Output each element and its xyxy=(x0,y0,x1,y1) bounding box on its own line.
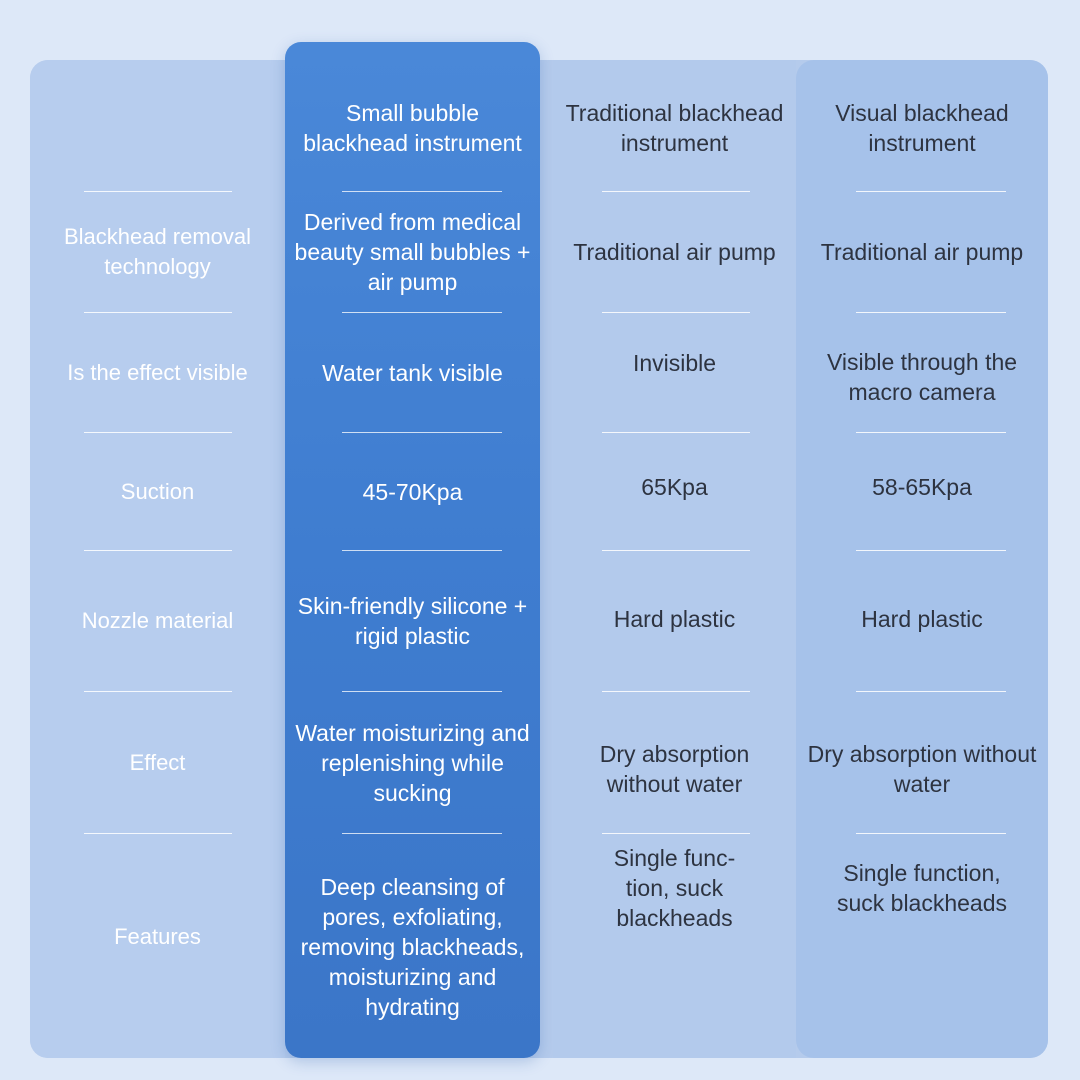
column-traditional-instrument xyxy=(553,60,796,1058)
row-label-nozzle-material: Nozzle material xyxy=(81,608,234,633)
row-label-effect-visible: Is the effect visible xyxy=(67,359,248,385)
row-label-suction: Suction xyxy=(120,478,195,504)
cell-visual-effect: Dry absorption without water xyxy=(807,740,1037,797)
row-divider xyxy=(856,312,1006,313)
cell-visual-visible: Visible through the macro camera xyxy=(826,348,1018,405)
row-label-effect: Effect xyxy=(129,749,186,775)
column-header-small-bubble: Small bubble blackhead instrument xyxy=(303,100,522,156)
row-divider xyxy=(856,833,1006,834)
cell-small-bubble-suction: 45-70Kpa xyxy=(362,478,463,505)
row-divider xyxy=(856,691,1006,692)
cell-traditional-features: Single func- tion, suck blackheads xyxy=(613,845,736,931)
row-divider xyxy=(602,691,750,692)
row-label-technology: Blackhead removal technology xyxy=(63,224,252,279)
row-divider xyxy=(342,833,502,834)
cell-small-bubble-technology: Derived from medical beauty small bubbles + air pump xyxy=(294,209,531,295)
cell-traditional-technology: Traditional air pump xyxy=(573,239,776,265)
cell-small-bubble-effect: Water moisturizing and replenishing while sucking xyxy=(295,719,530,806)
cell-traditional-effect: Dry absorption without water xyxy=(599,740,750,797)
row-divider xyxy=(602,833,750,834)
cell-small-bubble-features: Deep cleansing of pores, exfoliating, removing blackheads, moisturizing and hydrating xyxy=(300,874,525,1020)
cell-small-bubble-nozzle: Skin-friendly silicone + rigid plastic xyxy=(297,593,528,649)
column-header-traditional: Traditional blackhead instrument xyxy=(565,100,784,156)
cell-traditional-nozzle: Hard plastic xyxy=(613,606,736,632)
column-header-visual: Visual blackhead instrument xyxy=(835,100,1009,156)
column-visual-instrument xyxy=(796,60,1048,1058)
cell-visual-technology: Traditional air pump xyxy=(820,239,1024,265)
cell-visual-nozzle: Hard plastic xyxy=(861,606,983,632)
cell-visual-features: Single function, suck blackheads xyxy=(836,860,1008,916)
row-label-features: Features xyxy=(114,924,201,949)
cell-traditional-suction: 65Kpa xyxy=(641,473,708,500)
column-small-bubble-instrument xyxy=(285,42,540,1058)
cell-visual-suction: 58-65Kpa xyxy=(872,473,972,500)
row-label-column xyxy=(30,60,285,1058)
cell-small-bubble-visible: Water tank visible xyxy=(322,359,503,386)
cell-traditional-visible: Invisible xyxy=(632,349,717,376)
